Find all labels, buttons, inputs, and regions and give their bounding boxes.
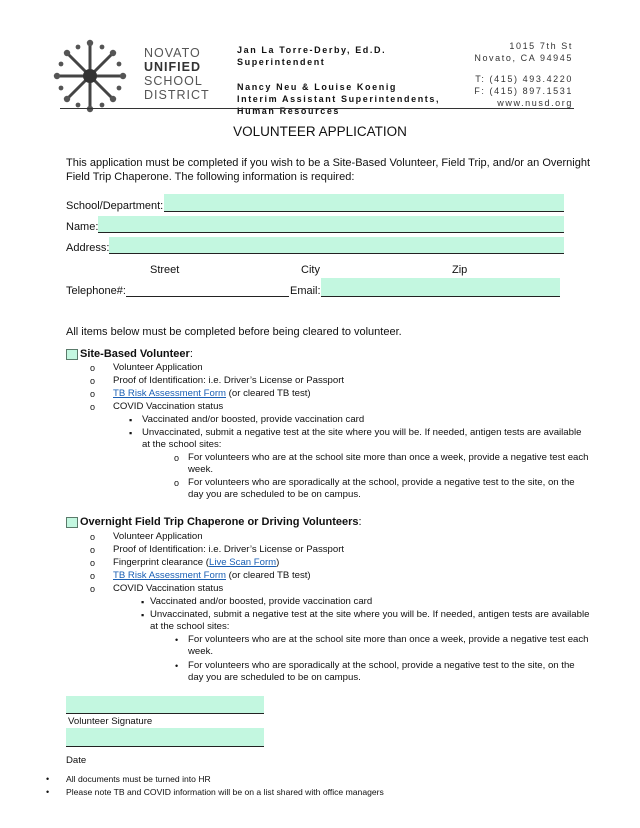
district-logo — [52, 38, 212, 114]
overnight-item-4 — [113, 570, 311, 582]
overnight-item-1: Volunteer Application — [113, 531, 203, 542]
name-label: Name: — [66, 221, 99, 233]
overnight-subsub-1b: week. — [188, 646, 214, 657]
site-item-4: COVID Vaccination status — [113, 401, 224, 412]
intro-line-1: This application must be completed if you wish to be a Site-Based Volunteer, Field Trip, and/or an Overnight — [66, 157, 591, 169]
site-based-heading — [80, 348, 193, 361]
logo-line-3: SCHOOL — [144, 74, 203, 88]
superintendent-title: Superintendent — [237, 57, 326, 67]
telephone-input[interactable] — [126, 281, 289, 296]
site-item-3-rest: (or cleared TB test) — [226, 388, 311, 399]
overnight-item-5-marker: o — [90, 584, 96, 594]
signature-input[interactable] — [66, 696, 264, 714]
overnight-item-4-rest: (or cleared TB test) — [226, 570, 311, 581]
overnight-sub-2a: Unvaccinated, submit a negative test at the site where you will be. If needed, antigen tests are available — [150, 609, 590, 620]
address-underline — [109, 253, 564, 254]
site-based-heading-text: Site-Based Volunteer — [80, 348, 190, 360]
zip-label: Zip — [452, 264, 468, 276]
overnight-item-3 — [113, 557, 279, 569]
school-label: School/Department: — [66, 200, 164, 212]
site-item-3-marker: o — [90, 389, 96, 399]
site-item-2-marker: o — [90, 376, 96, 386]
overnight-item-4-marker: o — [90, 571, 96, 581]
assistant-title-2: Human Resources — [237, 106, 341, 116]
signature-underline — [66, 713, 264, 714]
footer-bullet-1: • — [46, 774, 50, 784]
overnight-subsub-2-marker: • — [175, 661, 179, 671]
site-item-4-marker: o — [90, 402, 96, 412]
site-sub-2a: Unvaccinated, submit a negative test at the site where you will be. If needed, antigen tests are available — [142, 427, 582, 438]
school-input[interactable] — [164, 194, 564, 212]
overnight-item-1-marker: o — [90, 532, 96, 542]
overnight-tb-form-link[interactable]: TB Risk Assessment Form — [113, 570, 227, 581]
overnight-checkbox[interactable] — [66, 517, 78, 528]
site-item-1-marker: o — [90, 363, 96, 373]
overnight-heading-colon: : — [358, 516, 362, 528]
overnight-sub-1: Vaccinated and/or boosted, provide vaccination card — [150, 596, 373, 607]
overnight-item-3-marker: o — [90, 558, 96, 568]
name-input[interactable] — [98, 216, 564, 233]
overnight-item-3-post: ) — [276, 557, 280, 568]
date-label: Date — [66, 755, 87, 766]
footer-bullet-2: • — [46, 787, 50, 797]
address-line-1: 1015 7th St — [509, 41, 573, 51]
starburst-logo-icon — [52, 38, 128, 114]
live-scan-form-link[interactable]: Live Scan Form — [208, 557, 277, 568]
assistant-title-1: Interim Assistant Superintendents, — [237, 94, 441, 104]
name-underline — [98, 232, 564, 233]
site-sub-2-marker: ▪ — [129, 428, 133, 438]
intro-line-2: Field Trip Chaperone. The following information is required: — [66, 171, 355, 183]
overnight-subsub-2b: day you are scheduled to be on campus. — [188, 672, 361, 683]
header-address — [474, 40, 573, 109]
overnight-sub-1-marker: ▪ — [141, 597, 145, 607]
overnight-item-2: Proof of Identification: i.e. Driver’s License or Passport — [113, 544, 345, 555]
site-sub-1: Vaccinated and/or boosted, provide vaccination card — [142, 414, 365, 425]
overnight-heading-text: Overnight Field Trip Chaperone or Driving Volunteers — [80, 516, 359, 528]
logo-line-4: DISTRICT — [144, 88, 210, 102]
site-based-checkbox[interactable] — [66, 349, 78, 360]
telephone-label: Telephone#: — [66, 285, 126, 297]
overnight-item-3-pre: Fingerprint clearance ( — [113, 557, 209, 568]
logo-line-1: NOVATO — [144, 46, 201, 60]
overnight-subsub-1-marker: • — [175, 635, 179, 645]
site-sub-2b: at the school sites: — [142, 439, 222, 450]
footer-note-2: Please note TB and COVID information will be on a list shared with office managers — [66, 787, 384, 797]
overnight-item-2-marker: o — [90, 545, 96, 555]
logo-line-2: UNIFIED — [144, 60, 201, 74]
overnight-sub-2-marker: ▪ — [141, 610, 145, 620]
header-contacts — [237, 44, 440, 117]
superintendent-name: Jan La Torre-Derby, Ed.D. — [237, 45, 387, 55]
site-tb-form-link[interactable]: TB Risk Assessment Form — [113, 388, 227, 399]
fax: F: (415) 897.1531 — [474, 86, 573, 96]
site-subsub-2b: day you are scheduled to be on campus. — [188, 489, 361, 500]
email-input[interactable] — [321, 278, 560, 296]
site-item-2: Proof of Identification: i.e. Driver’s License or Passport — [113, 375, 345, 386]
site-subsub-2a: For volunteers who are sporadically at the school, provide a negative test to the site, on the — [188, 477, 575, 488]
telephone-underline — [126, 296, 289, 297]
site-subsub-1a: For volunteers who are at the school site more than once a week, provide a negative test each — [188, 452, 589, 463]
address-label: Address: — [66, 242, 110, 254]
site-subsub-1b: week. — [188, 464, 214, 475]
overnight-heading — [80, 516, 362, 529]
site-based-heading-colon: : — [189, 348, 193, 360]
site-item-3 — [113, 388, 311, 400]
website: www.nusd.org — [497, 98, 573, 108]
site-subsub-2-marker: o — [174, 478, 180, 488]
overnight-item-5: COVID Vaccination status — [113, 583, 224, 594]
address-input[interactable] — [109, 237, 564, 254]
school-underline — [164, 211, 564, 212]
site-item-1: Volunteer Application — [113, 362, 203, 373]
requirements-note: All items below must be completed before being cleared to volunteer. — [66, 326, 402, 338]
site-subsub-1-marker: o — [174, 453, 180, 463]
street-label: Street — [150, 264, 180, 276]
site-sub-1-marker: ▪ — [129, 415, 133, 425]
overnight-subsub-2a: For volunteers who are sporadically at the school, provide a negative test to the site, on the — [188, 660, 575, 671]
header-divider — [60, 108, 574, 109]
email-underline — [321, 296, 560, 297]
address-line-2: Novato, CA 94945 — [474, 53, 573, 63]
overnight-subsub-1a: For volunteers who are at the school site more than once a week, provide a negative test each — [188, 634, 589, 645]
phone: T: (415) 493.4220 — [475, 74, 573, 84]
email-label: Email: — [290, 285, 321, 297]
signature-label: Volunteer Signature — [68, 716, 153, 727]
city-label: City — [301, 264, 320, 276]
overnight-sub-2b: at the school sites: — [150, 621, 230, 632]
page-title: VOLUNTEER APPLICATION — [233, 124, 407, 139]
assistant-names: Nancy Neu & Louise Koenig — [237, 82, 398, 92]
date-input[interactable] — [66, 728, 264, 746]
footer-note-1: All documents must be turned into HR — [66, 774, 211, 784]
date-underline — [66, 746, 264, 747]
